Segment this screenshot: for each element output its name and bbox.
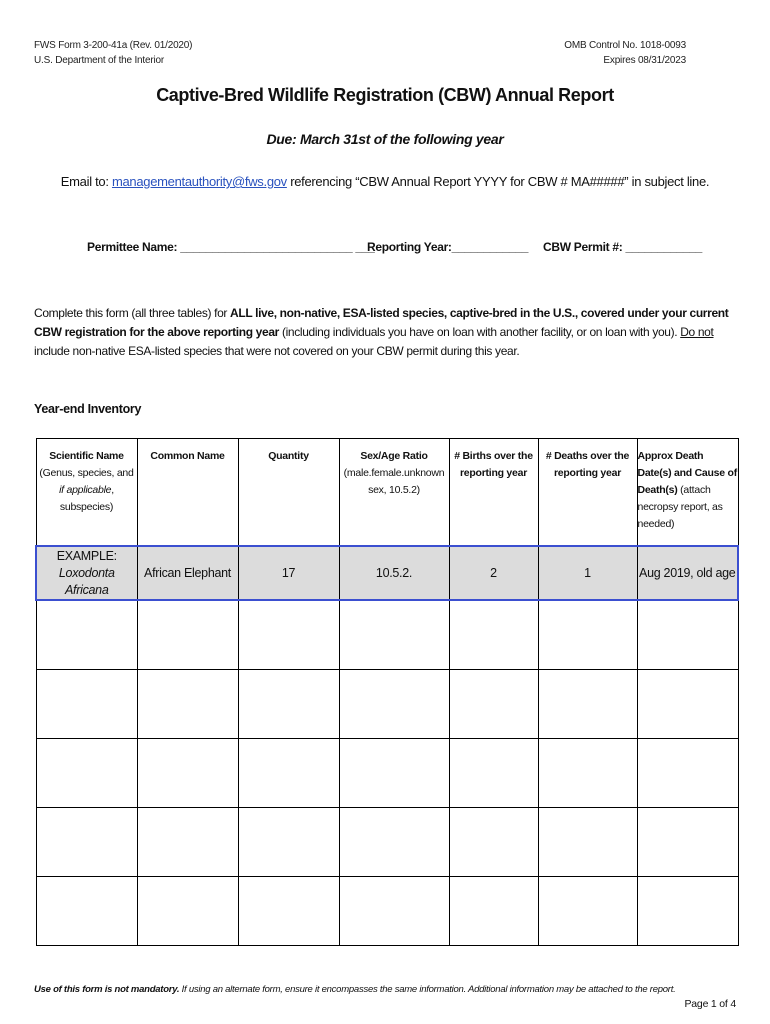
email-instructions [0,174,770,189]
header-sex-age-sub: (male.female.unknown sex, 10.5.2) [343,467,445,496]
header-births [449,439,538,547]
cell-deaths[interactable] [538,808,637,877]
page-number: Page 1 of 4 [684,998,736,1010]
cell-sex-age[interactable] [339,877,449,946]
cell-scientific-name[interactable] [36,670,137,739]
cell-quantity[interactable] [238,670,339,739]
cell-scientific-name[interactable] [36,877,137,946]
form-number: FWS Form 3-200-41a (Rev. 01/2020) [34,40,193,51]
cell-births[interactable] [449,808,538,877]
cell-deaths[interactable] [538,600,637,670]
cell-births[interactable] [449,739,538,808]
header-births-label: # Births over the reporting year [454,450,533,479]
example-quantity: 17 [238,546,339,600]
header-sex-age-ratio [339,439,449,547]
cell-common-name[interactable] [137,808,238,877]
example-births: 2 [449,546,538,600]
cell-deaths[interactable] [538,739,637,808]
cell-sex-age[interactable] [339,600,449,670]
header-deaths [538,439,637,547]
header-scientific-sub-2: , subspecies) [59,484,114,513]
email-prefix: Email to: [60,174,112,189]
cell-scientific-name[interactable] [36,739,137,808]
table-header-row [36,439,738,547]
expiration-date: Expires 08/31/2023 [603,55,686,66]
example-death-info: Aug 2019, old age [637,546,738,600]
header-death-date-label: Approx Death Date(s) and Cause of Death(s) [637,450,737,496]
cell-common-name[interactable] [137,877,238,946]
example-row [36,546,738,600]
header-scientific-name-sub [37,465,137,516]
cell-quantity[interactable] [238,600,339,670]
cell-death-info[interactable] [637,670,738,739]
cell-death-info[interactable] [637,877,738,946]
footnote [34,984,676,995]
header-scientific-sub-italic: if applicable [59,484,112,496]
instructions-paragraph [34,304,740,361]
cell-quantity[interactable] [238,877,339,946]
example-scientific-name [36,546,137,600]
header-death-date-sub: (attach necropsy report, as needed) [637,484,723,530]
section-title: Year-end Inventory [34,402,142,416]
table-row [36,600,738,670]
footnote-text: If using an alternate form, ensure it encompasses the same information. Additional information may be attached to the report. [179,984,676,995]
cell-common-name[interactable] [137,600,238,670]
header-common-name-label: Common Name [150,450,225,462]
cell-death-info[interactable] [637,808,738,877]
header-quantity-label: Quantity [268,450,309,462]
cell-quantity[interactable] [238,739,339,808]
cbw-permit-field[interactable]: CBW Permit #: ____________ [543,240,702,254]
omb-control-number: OMB Control No. 1018-0093 [564,40,686,51]
reporting-year-field[interactable]: Reporting Year:____________ [367,240,529,254]
header-sex-age-label: Sex/Age Ratio [360,450,428,462]
table-row [36,877,738,946]
table-row [36,670,738,739]
example-common-name: African Elephant [137,546,238,600]
permittee-name-field[interactable]: Permittee Name: ___________________________ ___ [87,240,375,254]
header-quantity [238,439,339,547]
cell-births[interactable] [449,877,538,946]
header-scientific-sub-1: (Genus, species, and [39,467,134,479]
cell-births[interactable] [449,600,538,670]
cell-deaths[interactable] [538,877,637,946]
cell-sex-age[interactable] [339,808,449,877]
example-deaths: 1 [538,546,637,600]
cell-death-info[interactable] [637,600,738,670]
example-label: EXAMPLE: [56,548,117,563]
form-header-right [564,38,686,68]
cell-scientific-name[interactable] [36,600,137,670]
cell-quantity[interactable] [238,808,339,877]
due-date: Due: March 31st of the following year [266,131,504,147]
instructions-text-3: include non-native ESA-listed species that were not covered on your CBW permit during this year. [34,344,520,358]
cell-common-name[interactable] [137,670,238,739]
table-row [36,808,738,877]
instructions-text-1: Complete this form (all three tables) for [34,306,231,320]
header-scientific-name [36,439,137,547]
department-name: U.S. Department of the Interior [34,55,164,66]
email-suffix: referencing “CBW Annual Report YYYY for CBW # MA#####” in subject line. [286,174,710,189]
instructions-text-2: (including individuals you have on loan with another facility, or on loan with you). [278,325,681,339]
instructions-bold: ALL live, non-native, ESA-listed species, captive-bred in the U.S., covered under your current CBW registration for the above reporting year [34,306,729,339]
cell-death-info[interactable] [637,739,738,808]
document-title: Captive-Bred Wildlife Registration (CBW) Annual Report [156,85,614,105]
cell-deaths[interactable] [538,670,637,739]
header-deaths-label: # Deaths over the reporting year [545,450,630,479]
instructions-underline: Do not [680,325,714,339]
inventory-table [35,438,739,946]
footnote-bold: Use of this form is not mandatory. [34,984,180,995]
cell-sex-age[interactable] [339,670,449,739]
header-common-name [137,439,238,547]
cell-common-name[interactable] [137,739,238,808]
table-row [36,739,738,808]
cell-births[interactable] [449,670,538,739]
example-sex-age: 10.5.2. [339,546,449,600]
email-link[interactable]: managementauthority@fws.gov [111,174,287,189]
cell-scientific-name[interactable] [36,808,137,877]
header-death-date [637,439,738,547]
header-scientific-name-label: Scientific Name [49,450,124,462]
example-scientific-value: Loxodonta Africana [58,565,115,597]
form-header-left [34,38,192,68]
cell-sex-age[interactable] [339,739,449,808]
